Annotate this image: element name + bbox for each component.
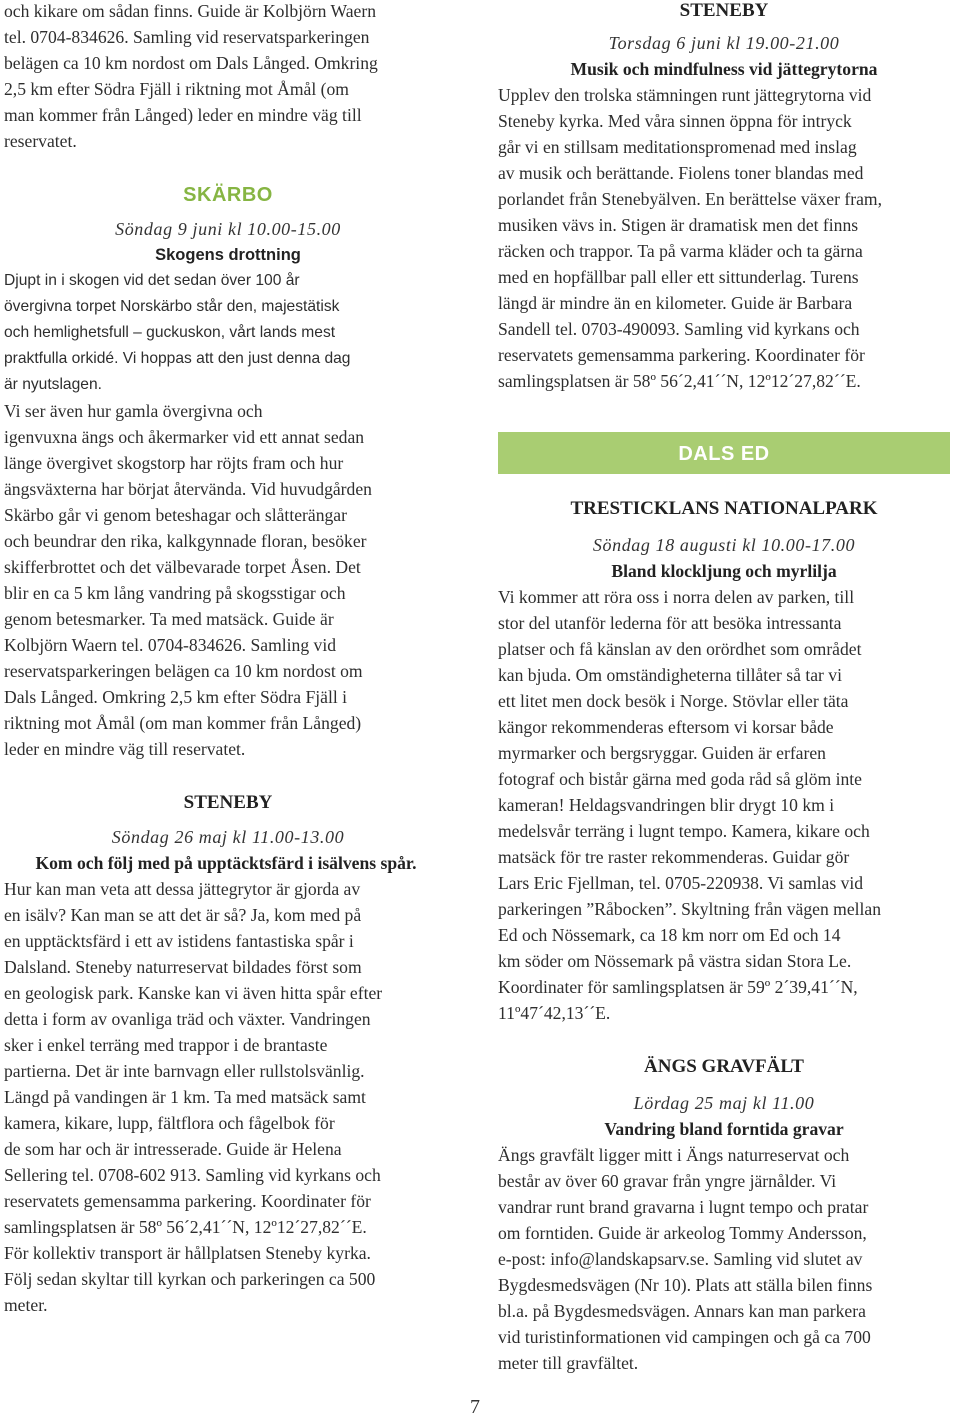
angs-date: Lördag 25 maj kl 11.00: [633, 1093, 815, 1113]
tresticklan-date: Söndag 18 augusti kl 10.00-17.00: [592, 535, 856, 555]
steneby-date: Söndag 26 maj kl 11.00-13.00: [111, 827, 345, 847]
skarbo-subtitle: Skogens drottning: [155, 246, 301, 264]
steneby2-body: Upplev den trolska stämningen runt jättegrytorna vid Steneby kyrka. Med våra sinnen öppna för intryck går vi en stillsam meditationspromenad med inslag av musik och berättande. Fiolens toner blandas med porlandet från Stenebyälven. En berättelse växer fram, musiken vävs in. Stigen är dramatisk men det finns räcken och trappor. Ta på varma kläder och ta gärna med en hopfällbar pall eller ett sittunderlag. Turens längd är mindre än en kilometer. Guide är Barbara Sandell tel. 0703-490093. Samling vid kyrkans och reservatets gemensamma parkering. Koordinater för samlingsplatsen är 58º 56´2,41´´N, 12º12´27,82´´E.: [498, 85, 882, 391]
steneby-heading: STENEBY: [183, 792, 273, 813]
tresticklan-heading: TRESTICKLANS NATIONALPARK: [570, 498, 878, 519]
steneby-body: Hur kan man veta att dessa jättegrytor är gjorda av en isälv? Kan man se att det är så? Ja, kom med på en upptäcktsfärd i ett av istidens fantastiska spår i Dalsland. Steneby naturreservat bildades först som en geologisk park. Kanske kan vi även hitta spår efter detta i form av ovanliga träd och växter. Vandringen sker i enkel terräng med trappor i de brantaste partierna. Det är inte barnvagn eller rullstolsvänlig. Längd på vandingen är 1 km. Ta med matsäck samt kamera, kikare, lupp, fältflora och fågelbok för de som har och är intresserade. Guide är Helena Sellering tel. 0708-602 913. Samling vid kyrkans och reservatets gemensamma parkering. Koordinater för samlingsplatsen är 58º 56´2,41´´N, 12º12´27,82´´E. För kollektiv transport är hållplatsen Steneby kyrka. Följ sedan skyltar till kyrkan och parkeringen ca 500 meter.: [4, 879, 383, 1315]
steneby2-heading: STENEBY: [679, 0, 769, 21]
angs-body: Ängs gravfält ligger mitt i Ängs naturreservat och består av över 60 gravar från yngre järnålder. Vi vandrar runt brand gravarna i lugnt tempo och pratar om forntiden. Guide är arkeolog Tommy Andersson, e-post: info@landskapsarv.se. Samling vid slutet av Bygdesmedsvägen (Nr 10). Plats att ställa bilen finns bl.a. på Bygdesmedsvägen. Annars kan man parkera vid turistinformationen vid campingen och gå ca 700 meter till gravfältet.: [498, 1145, 873, 1373]
skarbo-body-lead: Djupt in i skogen vid det sedan över 100 år övergivna torpet Norskärbo står den, majestätisk och hemlighetsfull – guckuskon, vårt lands mest praktfulla orkidé. Vi hoppas att den just denna dag är nyutslagen.: [4, 272, 351, 393]
skarbo-heading: SKÄRBO: [183, 184, 273, 206]
angs-heading: ÄNGS GRAVFÄLT: [644, 1056, 804, 1077]
steneby2-subtitle: Musik och mindfulness vid jättegrytorna: [570, 59, 878, 79]
skarbo-body: Vi ser även hur gamla övergivna och igenvuxna ängs och åkermarker vid ett annat sedan länge övergivet skogstorp har röjts fram och hur ängsväxterna har börjat återvända. Vid huvudgården Skärbo går vi genom beteshagar och slåtterängar och beundrar den rika, kalkgynnade floran, besöker skifferbrottet och det välbevarade torpet Åsen. Det blir en ca 5 km lång vandring på skogsstigar och genom betesmarker. Ta med matsäck. Guide är Kolbjörn Waern tel. 0704-834626. Samling vid reservatsparkeringen belägen ca 10 km nordost om Dals Långed. Omkring 2,5 km efter Södra Fjäll i riktning mot Åmål (om man kommer från Långed) leder en mindre väg till reservatet.: [4, 401, 372, 759]
left-column: [4, 0, 452, 1318]
angs-subtitle: Vandring bland forntida gravar: [604, 1119, 844, 1139]
tresticklan-subtitle: Bland klockljung och myrlilja: [611, 561, 837, 581]
steneby-subtitle: Kom och följ med på upptäcktsfärd i isälvens spår.: [35, 853, 417, 873]
steneby2-date: Torsdag 6 juni kl 19.00-21.00: [608, 33, 840, 53]
intro-paragraph: och kikare om sådan finns. Guide är Kolbjörn Waern tel. 0704-834626. Samling vid reservatsparkeringen belägen ca 10 km nordost om Dals Långed. Omkring 2,5 km efter Södra Fjäll i riktning mot Åmål (om man kommer från Långed) leder en mindre väg till reservatet.: [4, 1, 378, 151]
right-column-lower: [498, 496, 950, 1376]
right-column: [498, 0, 950, 394]
page-number: 7: [470, 1396, 480, 1418]
tresticklan-body: Vi kommer att röra oss i norra delen av parken, till stor del utanför lederna för att besöka intressanta platser och få känslan av den orördhet som området kan bjuda. Om omständigheterna tillåter så tar vi ett litet men dock besök i Norge. Stövlar eller täta kängor rekommenderas eftersom vi korsar både myrmarker och bergsryggar. Guiden är erfaren fotograf och bistår gärna med goda råd så glöm inte kameran! Heldagsvandringen blir drygt 10 km i medelsvår terräng i lugnt tempo. Kamera, kikare och matsäck för tre raster rekommenderas. Guidar gör Lars Eric Fjellman, tel. 0705-220938. Vi samlas vid parkeringen ”Råbocken”. Skyltning från vägen mellan Ed och Nössemark, ca 18 km norr om Ed och 14 km söder om Nössemark på västra sidan Stora Le. Koordinater för samlingsplatsen är 59º 2´39,41´´N, 11º47´42,13´´E.: [498, 587, 882, 1023]
dals-ed-banner: DALS ED: [498, 432, 950, 474]
skarbo-date: Söndag 9 juni kl 10.00-15.00: [115, 219, 341, 239]
